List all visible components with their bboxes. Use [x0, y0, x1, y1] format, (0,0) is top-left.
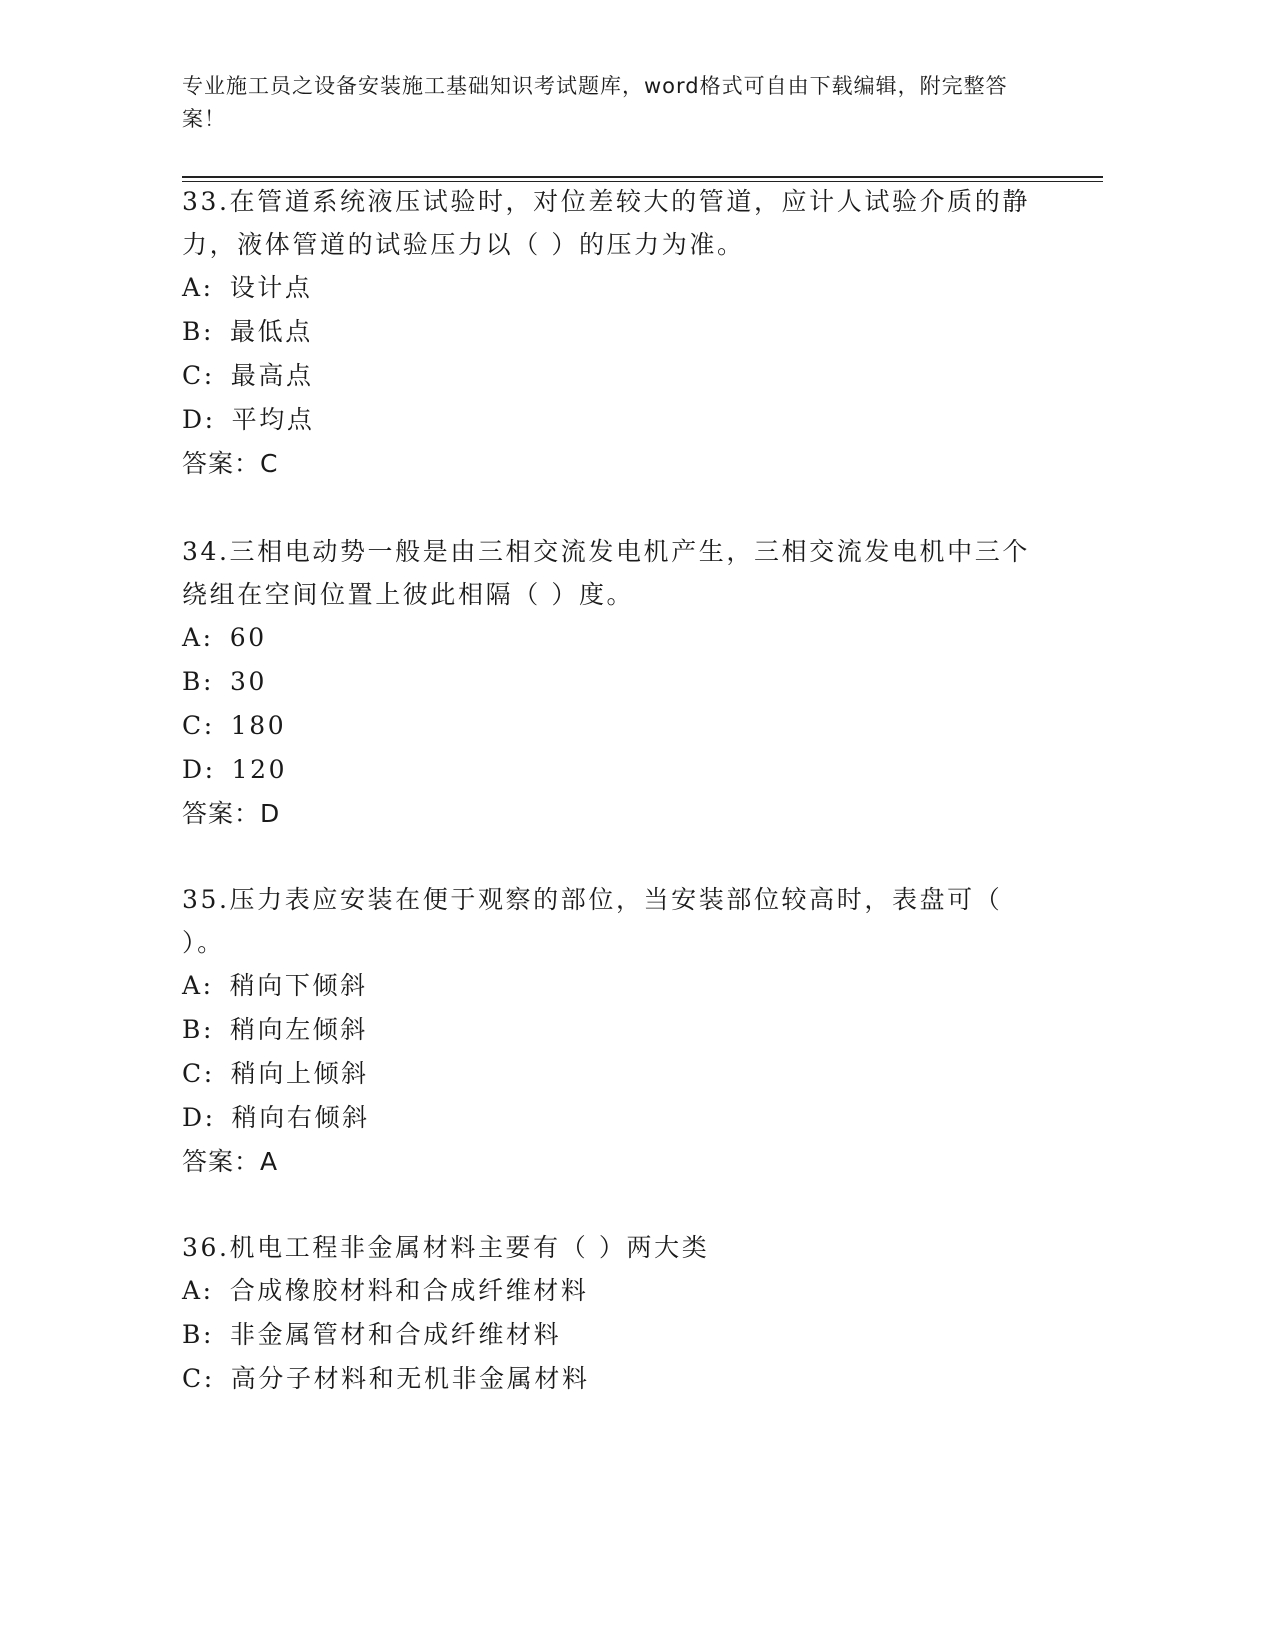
question-text: 36.机电工程非金属材料主要有（ ）两大类 — [182, 1233, 710, 1262]
option-letter: A: — [182, 273, 214, 302]
option-c — [182, 1357, 1052, 1401]
header-divider-thick — [182, 176, 1103, 178]
document-header: 专业施工员之设备安装施工基础知识考试题库，word格式可自由下载编辑，附完整答案！ — [182, 74, 1008, 131]
option-letter: B: — [182, 1320, 214, 1349]
option-text: 30 — [230, 667, 268, 696]
option-b — [182, 1313, 1052, 1357]
option-letter: C: — [182, 1059, 215, 1088]
option-c — [182, 354, 1052, 398]
question-text: 33.在管道系统液压试验时，对位差较大的管道，应计人试验介质的静力，液体管道的试验压力以（ ）的压力为准。 — [182, 187, 1030, 259]
option-d — [182, 1096, 1052, 1140]
answer: 答案：A — [182, 1147, 279, 1176]
option-b — [182, 310, 1052, 354]
question-34 — [182, 530, 1052, 836]
option-text: 设计点 — [229, 273, 313, 302]
option-text: 非金属管材和合成纤维材料 — [230, 1320, 562, 1349]
question-text: 34.三相电动势一般是由三相交流发电机产生，三相交流发电机中三个绕组在空间位置上彼此相隔（ ）度。 — [182, 537, 1030, 609]
option-text: 最低点 — [230, 317, 313, 346]
option-text: 稍向右倾斜 — [231, 1103, 370, 1132]
question-36 — [182, 1226, 1052, 1401]
question-text: 35.压力表应安装在便于观察的部位，当安装部位较高时，表盘可（ ）。 — [182, 885, 1003, 957]
option-text: 合成橡胶材料和合成纤维材料 — [229, 1276, 589, 1305]
option-d — [182, 748, 1052, 792]
option-letter: D: — [182, 1103, 216, 1132]
option-text: 最高点 — [230, 361, 314, 390]
option-b — [182, 660, 1052, 704]
question-35 — [182, 878, 1052, 1184]
option-letter: B: — [182, 667, 214, 696]
option-letter: D: — [182, 755, 216, 784]
option-text: 60 — [229, 623, 267, 652]
option-text: 平均点 — [231, 405, 315, 434]
option-a — [182, 266, 1052, 310]
option-letter: C: — [182, 711, 215, 740]
option-a — [182, 616, 1052, 660]
option-b — [182, 1008, 1052, 1052]
option-text: 稍向下倾斜 — [229, 971, 368, 1000]
option-letter: C: — [182, 1364, 215, 1393]
option-letter: A: — [182, 623, 214, 652]
option-letter: C: — [182, 361, 215, 390]
option-d — [182, 398, 1052, 442]
option-text: 高分子材料和无机非金属材料 — [230, 1364, 590, 1393]
option-text: 稍向上倾斜 — [230, 1059, 369, 1088]
option-text: 180 — [230, 711, 287, 740]
option-letter: A: — [182, 1276, 214, 1305]
option-text: 稍向左倾斜 — [230, 1015, 369, 1044]
option-a — [182, 964, 1052, 1008]
option-c — [182, 1052, 1052, 1096]
question-33 — [182, 180, 1052, 486]
option-text: 120 — [231, 755, 288, 784]
option-letter: B: — [182, 317, 214, 346]
option-c — [182, 704, 1052, 748]
option-letter: D: — [182, 405, 216, 434]
answer: 答案：C — [182, 449, 279, 478]
option-letter: A: — [182, 971, 214, 1000]
option-a — [182, 1269, 1052, 1313]
answer: 答案：D — [182, 799, 281, 828]
option-letter: B: — [182, 1015, 214, 1044]
